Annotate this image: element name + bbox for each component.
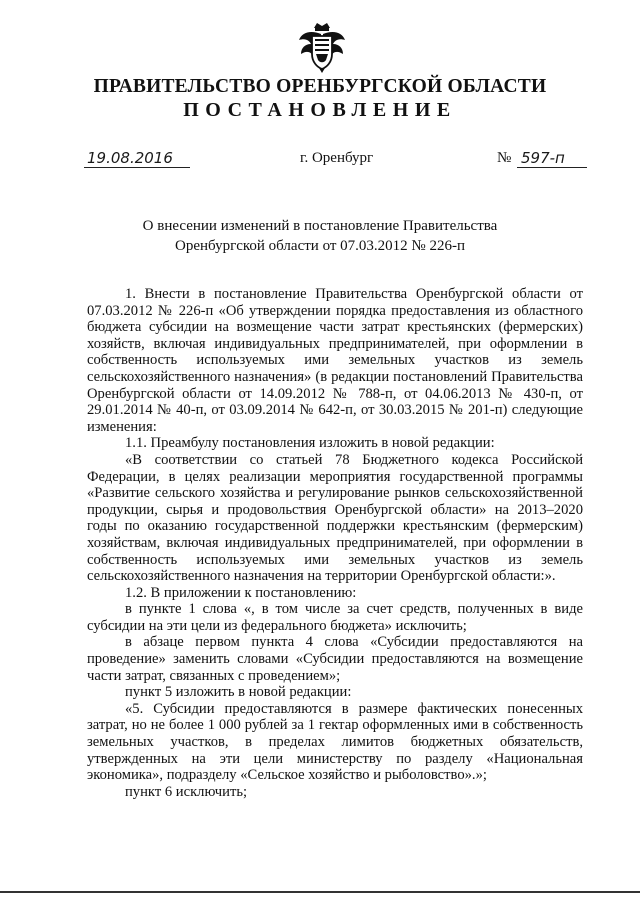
body-paragraph: «В соответствии со статьей 78 Бюджетного кодекса Российской Федерации, в целях реализации мероприятия государственной программы «Развитие сельского хозяйства и регулирование рынков сельскохозяйственной продукции, сырья и продовольствия Оренбургской области» на 2013–2020 годы по оказанию государственной поддержки крестьянским (фермерским) хозяйствам, включая индивидуальных предпринимателей, при оформлении в собственность используемых ими земельных участков из земель сельскохозяйственного назначения на территории Оренбургской области:».: [87, 451, 583, 585]
body-paragraph: «5. Субсидии предоставляются в размере фактических понесенных затрат, но не более 1 000 рублей за 1 гектар оформленных ими в собственность земельных участков, в пределах лимитов бюджетных обязательств, утвержденных на эти цели министерству по разделу «Национальная экономика», подразделу «Сельское хозяйство и рыболовство».»;: [87, 700, 583, 784]
date-underline: [84, 167, 190, 168]
number-underline: [517, 167, 587, 168]
subject-line: О внесении изменений в постановление Правительства: [142, 218, 498, 234]
document-body: [87, 286, 583, 800]
body-paragraph: пункт 6 исключить;: [125, 783, 248, 800]
number-label: №: [497, 150, 512, 166]
body-paragraph: 1.2. В приложении к постановлению:: [125, 584, 357, 601]
document-date: 19.08.2016: [87, 149, 173, 167]
city: г. Оренбург: [300, 150, 374, 166]
page-bottom-rule: [0, 891, 640, 893]
body-paragraph: 1. Внести в постановление Правительства Оренбургской области от 07.03.2012 № 226-п «Об утверждении порядка предоставления из областного бюджета субсидии на возмещение части затрат крестьянских (фермерских) хозяйств, включая индивидуальных предпринимателей, при оформлении в собственность используемых ими земельных участков из земель сельскохозяйственного назначения» (в редакции постановлений Правительства Оренбургской области от 14.09.2012 № 788-п, от 04.06.2013 № 430-п, от 29.01.2014 № 40-п, от 03.09.2014 № 642-п, от 30.03.2015 № 201-п) следующие изменения:: [87, 286, 583, 435]
coat-of-arms-icon: [297, 22, 347, 74]
document-subject: [120, 216, 520, 256]
subject-line: Оренбургской области от 07.03.2012 № 226-п: [174, 238, 466, 254]
document-type: ПОСТАНОВЛЕНИЕ: [183, 99, 457, 121]
body-paragraph: в абзаце первом пункта 4 слова «Субсидии предоставляются на проведение» заменить словами «Субсидии предоставляются на возмещение части затрат, связанных с проведением»;: [87, 634, 583, 684]
body-paragraph: в пункте 1 слова «, в том числе за счет средств, полученных в виде субсидии на эти цели из федерального бюджета» исключить;: [87, 601, 583, 634]
document-number: 597-п: [521, 149, 565, 167]
organization-title: ПРАВИТЕЛЬСТВО ОРЕНБУРГСКОЙ ОБЛАСТИ: [93, 76, 547, 97]
body-paragraph: 1.1. Преамбулу постановления изложить в новой редакции:: [125, 435, 495, 452]
body-paragraph: пункт 5 изложить в новой редакции:: [125, 684, 352, 701]
